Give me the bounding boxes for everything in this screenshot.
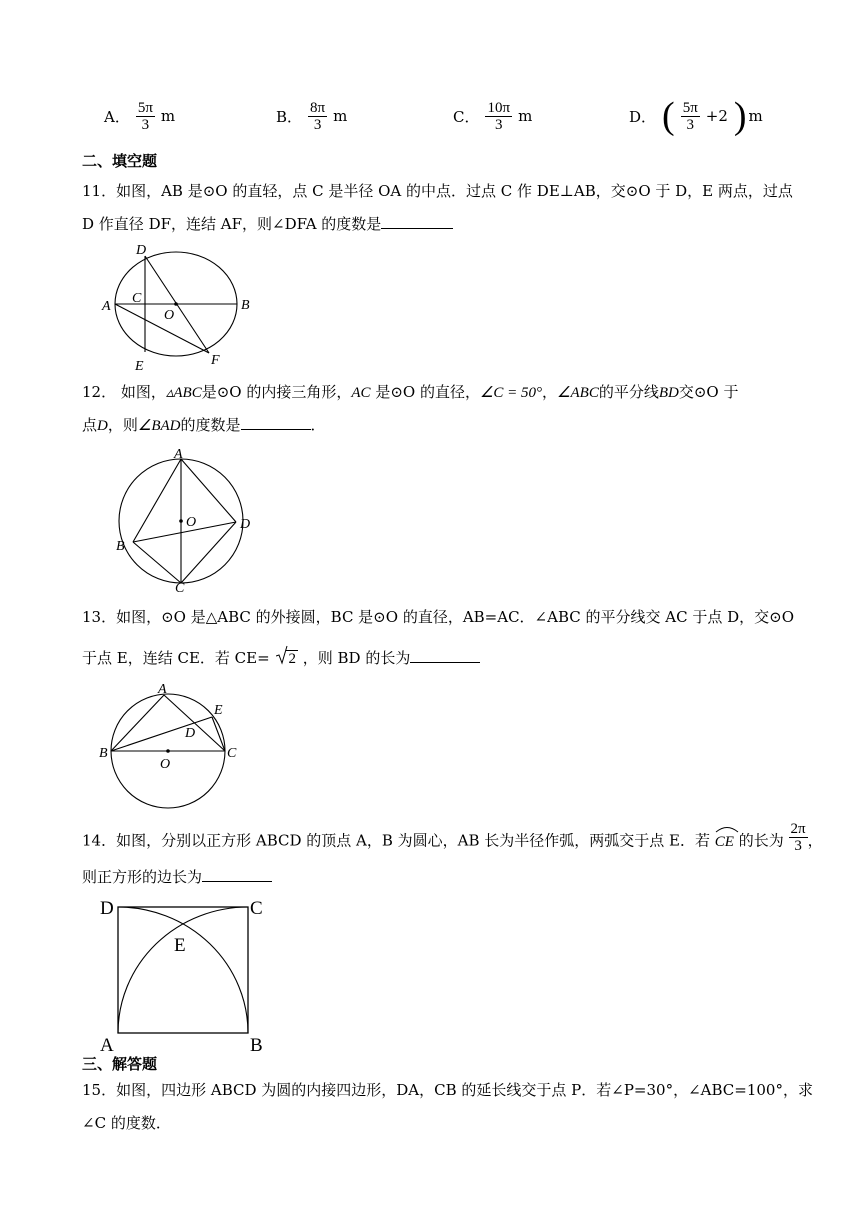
unit: m	[160, 107, 176, 125]
point-label: A	[102, 299, 111, 314]
section-title: 二、填空题	[82, 152, 158, 170]
point-label: B	[99, 746, 108, 761]
point-label: C	[227, 746, 237, 761]
point-label: E	[174, 935, 186, 956]
answer-blank[interactable]	[381, 214, 453, 229]
q13-text-line2: 于点 E，连结 CE．若 CE= 2 ，则 BD 的长为	[82, 647, 808, 670]
q13-text-line1: 13．如图，⊙O 是△ABC 的外接圆，BC 是⊙O 的直径，AB=AC．∠ABC 的平分线交 AC 于点 D，交⊙O	[82, 608, 795, 626]
fraction: $\frac{10\pi}{3}$	[487, 99, 511, 133]
point-label: D	[240, 517, 251, 532]
q11-figure	[98, 240, 268, 375]
q14-text-line2: 则正方形的边长为	[82, 866, 808, 888]
point-label: A	[174, 447, 183, 462]
fraction: $\frac{2\pi}{3}$	[790, 821, 806, 854]
q11-text-line2: D 作直径 DF，连结 AF，则∠DFA 的度数是	[82, 213, 808, 235]
q14-text-line1: 14．如图，分别以正方形 ABCD 的顶点 A，B 为圆心，AB 长为半径作弧，两弧交于点 E．若 CE 的长为 $\frac{2\pi}{3}$ ，	[82, 821, 823, 854]
option-label: B．	[276, 107, 303, 126]
arc-ce: CE	[715, 830, 734, 853]
point-label: E	[214, 703, 223, 718]
sqrt-symbol: 2	[276, 647, 298, 670]
answer-blank[interactable]	[410, 648, 480, 663]
q14-figure	[98, 893, 268, 1053]
option-label: A．	[104, 107, 130, 126]
section-title: 三、解答题	[82, 1055, 158, 1073]
point-label: O	[186, 515, 197, 530]
point-label: B	[116, 539, 125, 554]
q12-text-line2: 点D，则∠BAD的度数是 ．	[82, 416, 326, 434]
q12-text-line1: 12． 如图，▵ABC是⊙O 的内接三角形，AC 是⊙O 的直径，∠C = 50°，∠ABC的平分线BD交⊙O 于	[82, 383, 739, 401]
point-label: A	[158, 682, 167, 697]
fraction: $\frac{8\pi}{3}$	[310, 99, 326, 133]
answer-blank[interactable]	[202, 867, 272, 882]
point-label: D	[185, 726, 196, 741]
point-label: D	[100, 898, 114, 919]
fraction: $\frac{5\pi}{3}$	[137, 99, 153, 133]
q12-figure	[112, 444, 262, 594]
point-label: B	[241, 298, 250, 313]
option-label: C．	[453, 107, 480, 126]
option-b	[276, 96, 347, 136]
point-label: B	[250, 1035, 263, 1053]
point-label: E	[135, 359, 144, 374]
point-label: D	[136, 243, 147, 258]
point-label: C	[132, 291, 142, 306]
q13-figure	[96, 680, 246, 810]
option-c	[453, 96, 532, 136]
unit: m	[748, 107, 763, 125]
option-a	[104, 96, 175, 136]
option-label: D．	[629, 107, 657, 126]
point-label: F	[211, 353, 220, 368]
answer-blank[interactable]	[241, 415, 311, 430]
q15-text-line1: 15．如图，四边形 ABCD 为圆的内接四边形，DA，CB 的延长线交于点 P．若∠P=30°，∠ABC=100°，求	[82, 1081, 813, 1099]
q11-text-line1: 11．如图，AB 是⊙O 的直轻，点 C 是半径 OA 的中点．过点 C 作 DE⊥AB，交⊙O 于 D，E 两点，过点	[82, 182, 793, 200]
point-label: C	[175, 581, 185, 594]
point-label: C	[250, 898, 263, 919]
unit: m	[518, 107, 533, 125]
point-label: A	[100, 1035, 114, 1053]
fraction: $\frac{5\pi}{3}$	[682, 99, 698, 133]
point-label: O	[160, 757, 171, 772]
option-d: D． ( $\frac{5\pi}{3}$ +2 ) m	[629, 95, 763, 137]
point-label: O	[164, 308, 175, 323]
plus-term: +2	[705, 107, 728, 125]
unit: m	[333, 107, 348, 125]
q15-text-line2: ∠C 的度数．	[82, 1114, 171, 1132]
